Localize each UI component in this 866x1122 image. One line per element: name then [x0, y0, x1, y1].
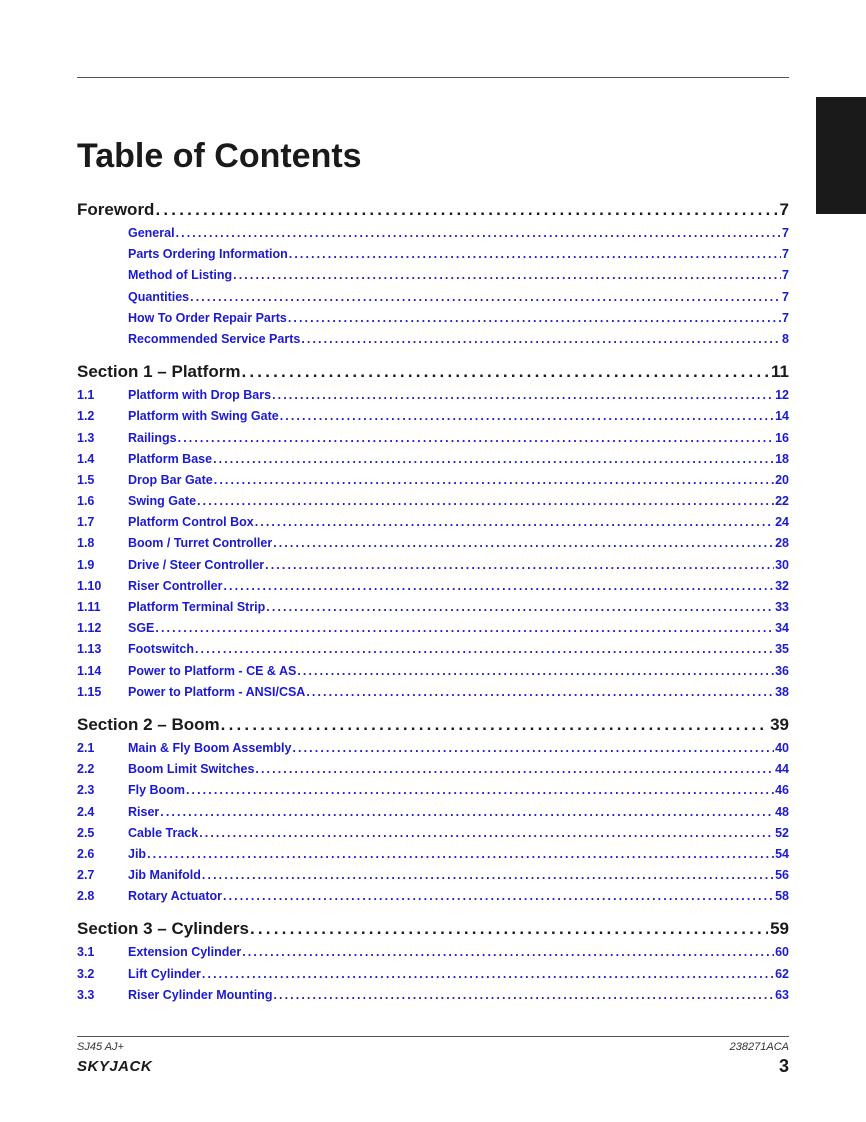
entry-label: Rotary Actuator	[128, 889, 222, 904]
entry-label: Cable Track	[128, 825, 199, 840]
toc-entry-link[interactable]	[77, 868, 789, 889]
dot-leader	[242, 945, 774, 959]
entry-page: 12	[775, 388, 789, 403]
toc-entry-link[interactable]	[77, 431, 789, 452]
entry-label: Drop Bar Gate	[128, 472, 213, 487]
dot-leader	[250, 919, 768, 939]
entry-page: 7	[782, 310, 789, 325]
toc-entry-link[interactable]	[77, 600, 789, 621]
entry-number: 1.11	[77, 600, 101, 614]
entry-number: 2.8	[77, 889, 95, 904]
entry-number: 2.1	[77, 740, 95, 755]
toc-section	[77, 362, 789, 706]
entry-label: Riser	[128, 804, 160, 819]
entry-page: 54	[775, 846, 789, 861]
toc-entry-link[interactable]	[77, 332, 789, 353]
entry-label: Platform with Swing Gate	[128, 409, 279, 424]
dot-leader	[223, 889, 774, 903]
entry-page: 40	[775, 740, 789, 755]
toc-entry-link[interactable]	[77, 889, 789, 910]
dot-leader	[155, 621, 774, 635]
entry-label: Boom / Turret Controller	[128, 536, 273, 551]
entry-page: 22	[775, 494, 789, 509]
entry-label: Power to Platform - CE & AS	[128, 663, 297, 678]
entry-page: 62	[775, 966, 789, 981]
toc-entry-link[interactable]	[77, 290, 789, 311]
section-title: Section 2 – Boom	[77, 714, 220, 734]
entry-number: 1.6	[77, 494, 95, 509]
section-thumb-tab	[816, 97, 866, 214]
header-rule	[77, 77, 789, 78]
entry-number: 1.5	[77, 472, 95, 487]
entry-page: 48	[775, 804, 789, 819]
toc-entry-link[interactable]	[77, 536, 789, 557]
entry-number: 1.7	[77, 515, 95, 530]
dot-leader	[176, 226, 781, 240]
entry-label: Platform with Drop Bars	[128, 388, 272, 403]
entry-label: Riser Cylinder Mounting	[128, 987, 273, 1002]
entry-number: 2.7	[77, 868, 95, 883]
section-title: Section 1 – Platform	[77, 362, 241, 382]
dot-leader	[306, 685, 774, 699]
toc-section	[77, 715, 789, 911]
dot-leader	[199, 826, 774, 840]
dot-leader	[255, 515, 774, 529]
entry-label: Quantities	[128, 289, 190, 304]
dot-leader	[241, 362, 769, 382]
toc-entry-link[interactable]	[77, 988, 789, 1009]
entry-page: 20	[775, 472, 789, 487]
entry-number: 2.2	[77, 762, 95, 777]
entry-label: Boom Limit Switches	[128, 762, 255, 777]
toc-entry-link[interactable]	[77, 805, 789, 826]
entry-page: 56	[775, 868, 789, 883]
section-title: Section 3 – Cylinders	[77, 919, 249, 939]
dot-leader	[255, 762, 774, 776]
dot-leader	[233, 268, 781, 282]
toc-entry-link[interactable]	[77, 388, 789, 409]
entry-label: Main & Fly Boom Assembly	[128, 740, 292, 755]
dot-leader	[178, 431, 774, 445]
entry-number: 1.1	[77, 388, 95, 403]
toc-entry-link[interactable]	[77, 685, 789, 706]
entry-page: 14	[775, 409, 789, 424]
entry-label: Platform Terminal Strip	[128, 600, 266, 614]
toc-entry-link[interactable]	[77, 579, 789, 600]
entry-number: 2.3	[77, 783, 95, 798]
toc-entry-link[interactable]	[77, 967, 789, 988]
dot-leader	[297, 664, 774, 678]
entry-number: 1.14	[77, 663, 102, 678]
page-number: 3	[778, 1056, 789, 1076]
entry-number: 1.8	[77, 536, 95, 551]
entry-page: 24	[775, 515, 789, 530]
toc-entry-link[interactable]	[77, 826, 789, 847]
section-page: 11	[771, 362, 789, 382]
toc-foreword	[77, 200, 789, 353]
toc-section	[77, 919, 789, 1009]
entry-page: 36	[775, 663, 789, 678]
entry-page: 44	[775, 762, 789, 777]
entry-page: 7	[782, 268, 789, 283]
entry-page: 18	[775, 451, 789, 466]
dot-leader	[292, 741, 774, 755]
dot-leader	[214, 473, 774, 487]
toc-entry-link[interactable]	[77, 247, 789, 268]
entry-label: Platform Base	[128, 451, 213, 466]
dot-leader	[190, 290, 781, 304]
entry-label: How To Order Repair Parts	[128, 310, 287, 325]
entry-label: Recommended Service Parts	[128, 331, 301, 346]
entry-label: General	[128, 226, 175, 240]
dot-leader	[265, 558, 774, 572]
section-title: Foreword	[77, 200, 155, 219]
section-page: 7	[779, 200, 789, 219]
dot-leader	[223, 579, 774, 593]
entry-page: 52	[775, 825, 789, 840]
entry-label: Parts Ordering Information	[128, 247, 288, 262]
toc-section-heading[interactable]	[77, 919, 789, 945]
entry-page: 30	[775, 557, 789, 572]
entry-label: Extension Cylinder	[128, 945, 242, 960]
dot-leader	[301, 332, 781, 346]
toc-entry-link[interactable]	[77, 642, 789, 663]
entry-page: 63	[775, 987, 789, 1002]
entry-page: 7	[782, 247, 789, 262]
entry-label: Jib Manifold	[128, 868, 201, 883]
entry-number: 1.3	[77, 430, 95, 445]
dot-leader	[202, 967, 774, 981]
toc-entry-link[interactable]	[77, 226, 789, 247]
page-title: Table of Contents	[77, 137, 362, 175]
toc-entry-link[interactable]	[77, 515, 789, 536]
entry-label: SGE	[128, 621, 155, 636]
entry-page: 60	[775, 945, 789, 960]
entry-page: 33	[775, 600, 789, 614]
footer-rule	[77, 1036, 789, 1037]
entry-number: 3.2	[77, 966, 95, 981]
entry-label: Footswitch	[128, 642, 194, 657]
toc-entry-link[interactable]	[77, 409, 789, 430]
entry-number: 2.4	[77, 804, 95, 819]
dot-leader	[273, 988, 774, 1002]
dot-leader	[272, 388, 774, 402]
entry-page: 35	[775, 642, 789, 657]
entry-number: 1.9	[77, 557, 95, 572]
table-of-contents	[77, 200, 789, 1009]
toc-entry-link[interactable]	[77, 311, 789, 332]
toc-entry-link[interactable]	[77, 558, 789, 579]
toc-entry-link[interactable]	[77, 762, 789, 783]
section-page: 59	[770, 919, 789, 939]
entry-number: 1.15	[77, 684, 102, 699]
toc-section-heading[interactable]	[77, 362, 789, 388]
entry-label: Method of Listing	[128, 268, 233, 283]
entry-label: Jib	[128, 846, 147, 861]
entry-page: 8	[782, 331, 789, 346]
dot-leader	[155, 200, 777, 220]
dot-leader	[266, 600, 774, 614]
toc-entry-link[interactable]	[77, 945, 789, 966]
entry-page: 38	[775, 684, 789, 699]
toc-entry-link[interactable]	[77, 268, 789, 289]
entry-label: Fly Boom	[128, 783, 185, 798]
entry-label: Drive / Steer Controller	[128, 557, 265, 572]
entry-label: Riser Controller	[128, 578, 223, 593]
dot-leader	[221, 715, 768, 735]
dot-leader	[195, 642, 774, 656]
dot-leader	[197, 494, 774, 508]
entry-page: 58	[775, 889, 789, 904]
toc-sections	[77, 362, 789, 1009]
entry-label: Lift Cylinder	[128, 966, 201, 981]
dot-leader	[273, 536, 774, 550]
entry-page: 32	[775, 578, 789, 593]
dot-leader	[213, 452, 774, 466]
entry-number: 3.1	[77, 945, 95, 960]
toc-entry-link[interactable]	[77, 847, 789, 868]
footer-doc-number: 238271ACA	[729, 1041, 789, 1053]
footer-model: SJ45 AJ+	[77, 1041, 124, 1053]
entry-page: 7	[782, 226, 789, 240]
entry-page: 34	[775, 621, 789, 636]
entry-label: Power to Platform - ANSI/CSA	[128, 684, 306, 699]
brand-logo: SKYJACK	[77, 1058, 153, 1075]
entry-label: Railings	[128, 430, 177, 445]
dot-leader	[288, 311, 781, 325]
dot-leader	[160, 805, 774, 819]
entry-number: 1.13	[77, 642, 102, 657]
toc-entry-link[interactable]	[77, 664, 789, 685]
entry-number: 1.12	[77, 621, 102, 636]
toc-entry-link[interactable]	[77, 473, 789, 494]
dot-leader	[289, 247, 781, 261]
toc-section-heading[interactable]	[77, 200, 789, 226]
toc-section-heading[interactable]	[77, 715, 789, 741]
entry-number: 1.10	[77, 578, 102, 593]
dot-leader	[147, 847, 774, 861]
dot-leader	[186, 783, 774, 797]
toc-entry-link[interactable]	[77, 741, 789, 762]
entry-number: 1.2	[77, 409, 95, 424]
entry-label: Swing Gate	[128, 494, 197, 509]
toc-entry-link[interactable]	[77, 621, 789, 642]
dot-leader	[202, 868, 774, 882]
toc-entry-link[interactable]	[77, 494, 789, 515]
entry-number: 2.6	[77, 846, 95, 861]
entry-page: 46	[775, 783, 789, 798]
toc-entry-link[interactable]	[77, 783, 789, 804]
toc-entry-link[interactable]	[77, 452, 789, 473]
entry-label: Platform Control Box	[128, 515, 254, 530]
section-page: 39	[770, 714, 789, 734]
entry-page: 16	[775, 430, 789, 445]
toc-entry-list	[77, 226, 789, 353]
entry-number: 1.4	[77, 451, 95, 466]
entry-number: 2.5	[77, 825, 95, 840]
entry-page: 7	[782, 289, 789, 304]
entry-number: 3.3	[77, 987, 95, 1002]
entry-page: 28	[775, 536, 789, 551]
dot-leader	[280, 409, 774, 423]
